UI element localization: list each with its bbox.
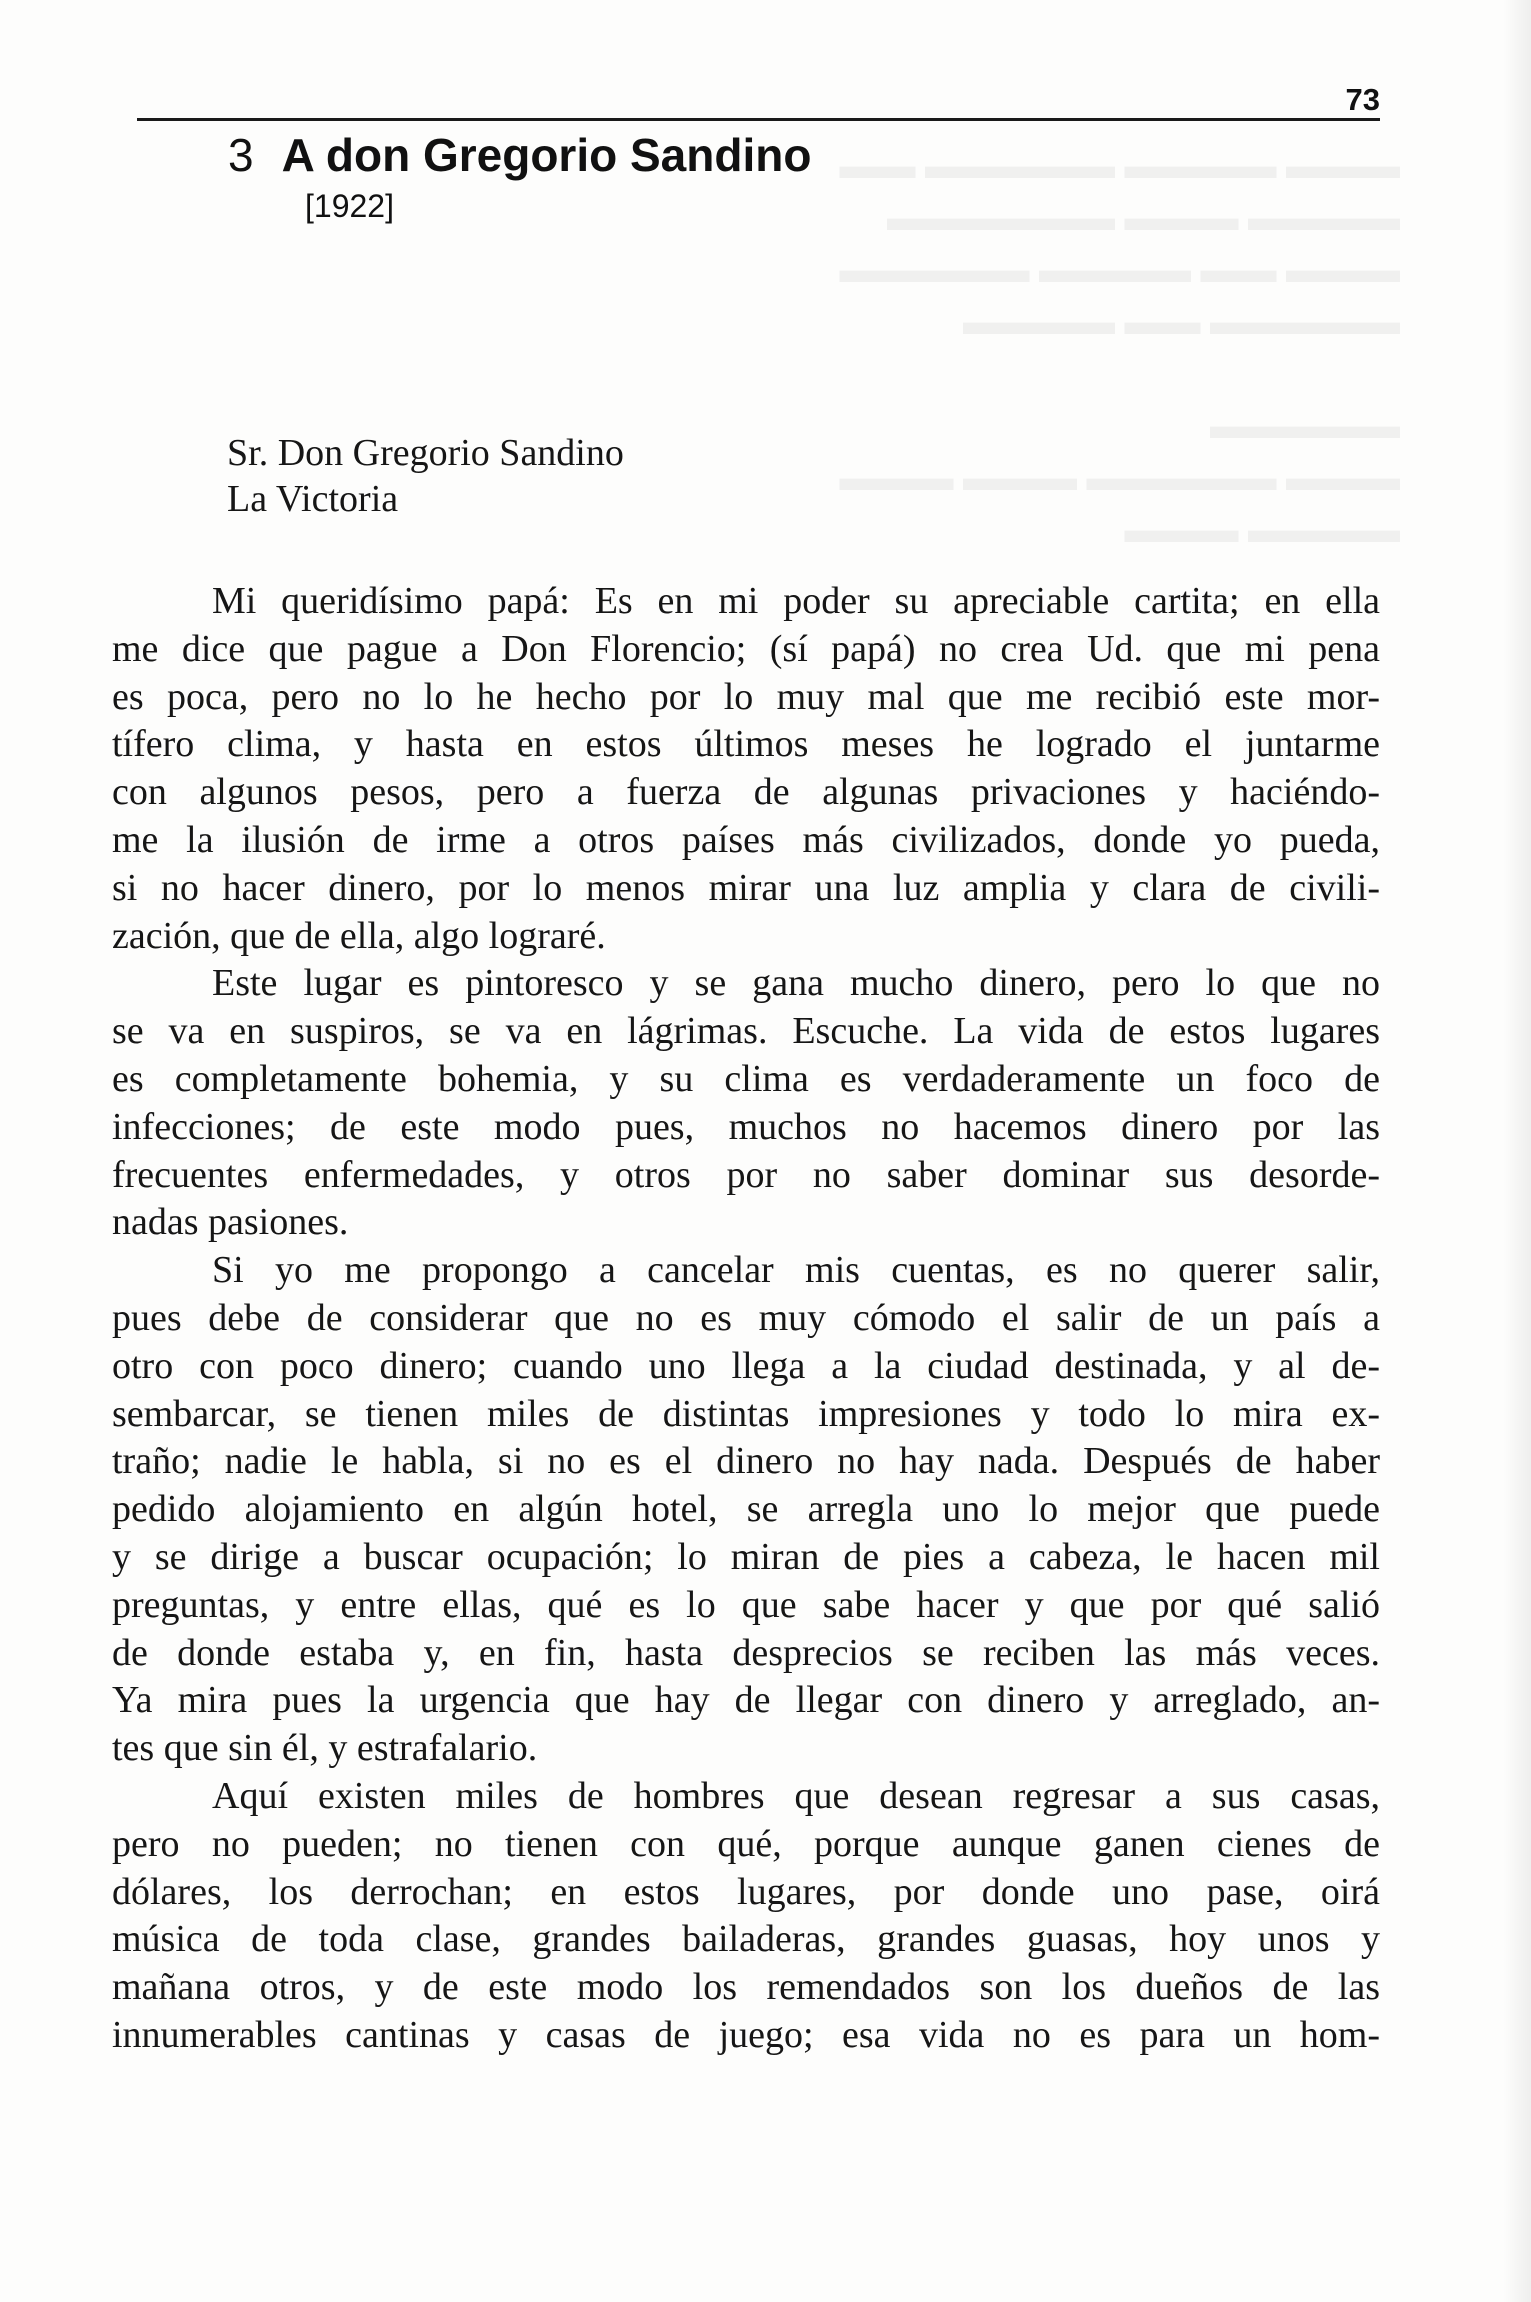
- header-rule: [137, 118, 1380, 121]
- body-line: es poca, pero no lo he hecho por lo muy mal que me recibió este mor-: [112, 675, 1380, 718]
- body-line: nadas pasiones.: [112, 1201, 349, 1244]
- body-line: pues debe de considerar que no es muy cómodo el salir de un país a: [112, 1296, 1380, 1339]
- body-line: se va en suspiros, se va en lágrimas. Escuche. La vida de estos lugares: [112, 1010, 1380, 1053]
- body-line: de donde estaba y, en fin, hasta desprecios se reciben las más veces.: [112, 1631, 1380, 1674]
- body-line: Este lugar es pintoresco y se gana mucho dinero, pero lo que no: [212, 962, 1380, 1005]
- body-line: tífero clima, y hasta en estos últimos meses he logrado el juntarme: [112, 723, 1380, 766]
- body-line: música de toda clase, grandes bailaderas, grandes guasas, hoy unos y: [112, 1918, 1380, 1961]
- body-line: traño; nadie le habla, si no es el dinero no hay nada. Después de haber: [112, 1440, 1380, 1483]
- body-line: innumerables cantinas y casas de juego; esa vida no es para un hom-: [112, 2013, 1380, 2056]
- body-line: pedido alojamiento en algún hotel, se arregla uno lo mejor que puede: [112, 1488, 1380, 1531]
- body-line: me la ilusión de irme a otros países más civilizados, donde yo pueda,: [112, 818, 1380, 861]
- body-line: preguntas, y entre ellas, qué es lo que sabe hacer y que por qué salió: [112, 1583, 1380, 1626]
- letter-address: [227, 430, 624, 522]
- body-line: Aquí existen miles de hombres que desean regresar a sus casas,: [212, 1774, 1380, 1817]
- body-line: zación, que de ella, algo lograré.: [112, 914, 606, 957]
- chapter-heading: [228, 128, 811, 182]
- page-number: 73: [1345, 82, 1380, 117]
- address-place: La Victoria: [227, 478, 399, 520]
- body-line: Ya mira pues la urgencia que hay de llegar con dinero y arreglado, an-: [112, 1679, 1380, 1722]
- body-line: tes que sin él, y estrafalario.: [112, 1727, 538, 1770]
- page-edge-shadow: [1503, 0, 1531, 2302]
- body-line: me dice que pague a Don Florencio; (sí papá) no crea Ud. que mi pena: [112, 627, 1380, 670]
- bleed-through-shadow: ▬▬▬ ▬▬▬▬ ▬▬▬▬▬ ▬▬ ▬▬▬▬ ▬▬▬ ▬▬▬▬▬▬ ▬▬▬ ▬▬ ▬▬▬▬ ▬▬▬▬▬ ▬▬▬▬▬ ▬▬ ▬▬▬▬ ▬▬▬▬▬ ▬▬▬ ▬▬▬▬▬ ▬▬▬ ▬▬▬ ▬▬▬▬ ▬▬▬: [839, 145, 1400, 551]
- chapter-number: 3: [228, 129, 254, 181]
- body-line: con algunos pesos, pero a fuerza de algunas privaciones y haciéndo-: [112, 771, 1380, 814]
- body-line: si no hacer dinero, por lo menos mirar una luz amplia y clara de civili-: [112, 866, 1380, 909]
- body-line: y se dirige a buscar ocupación; lo miran de pies a cabeza, le hacen mil: [112, 1535, 1380, 1578]
- body-line: es completamente bohemia, y su clima es verdaderamente un foco de: [112, 1057, 1380, 1100]
- body-line: frecuentes enfermedades, y otros por no saber dominar sus desorde-: [112, 1153, 1380, 1196]
- body-line: infecciones; de este modo pues, muchos no hacemos dinero por las: [112, 1105, 1380, 1148]
- body-line: sembarcar, se tienen miles de distintas impresiones y todo lo mira ex-: [112, 1392, 1380, 1435]
- body-line: pero no pueden; no tienen con qué, porque aunque ganen cienes de: [112, 1822, 1380, 1865]
- body-line: Mi queridísimo papá: Es en mi poder su apreciable cartita; en ella: [212, 580, 1380, 622]
- chapter-title: A don Gregorio Sandino: [281, 129, 812, 181]
- chapter-date: [1922]: [305, 188, 394, 224]
- letter-body: [112, 578, 1380, 2060]
- body-line: otro con poco dinero; cuando uno llega a la ciudad destinada, y al de-: [112, 1344, 1380, 1387]
- body-line: dólares, los derrochan; en estos lugares, por donde uno pase, oirá: [112, 1870, 1380, 1913]
- address-recipient: Sr. Don Gregorio Sandino: [227, 432, 624, 474]
- body-line: mañana otros, y de este modo los remendados son los dueños de las: [112, 1966, 1380, 2009]
- body-line: Si yo me propongo a cancelar mis cuentas, es no querer salir,: [212, 1249, 1380, 1292]
